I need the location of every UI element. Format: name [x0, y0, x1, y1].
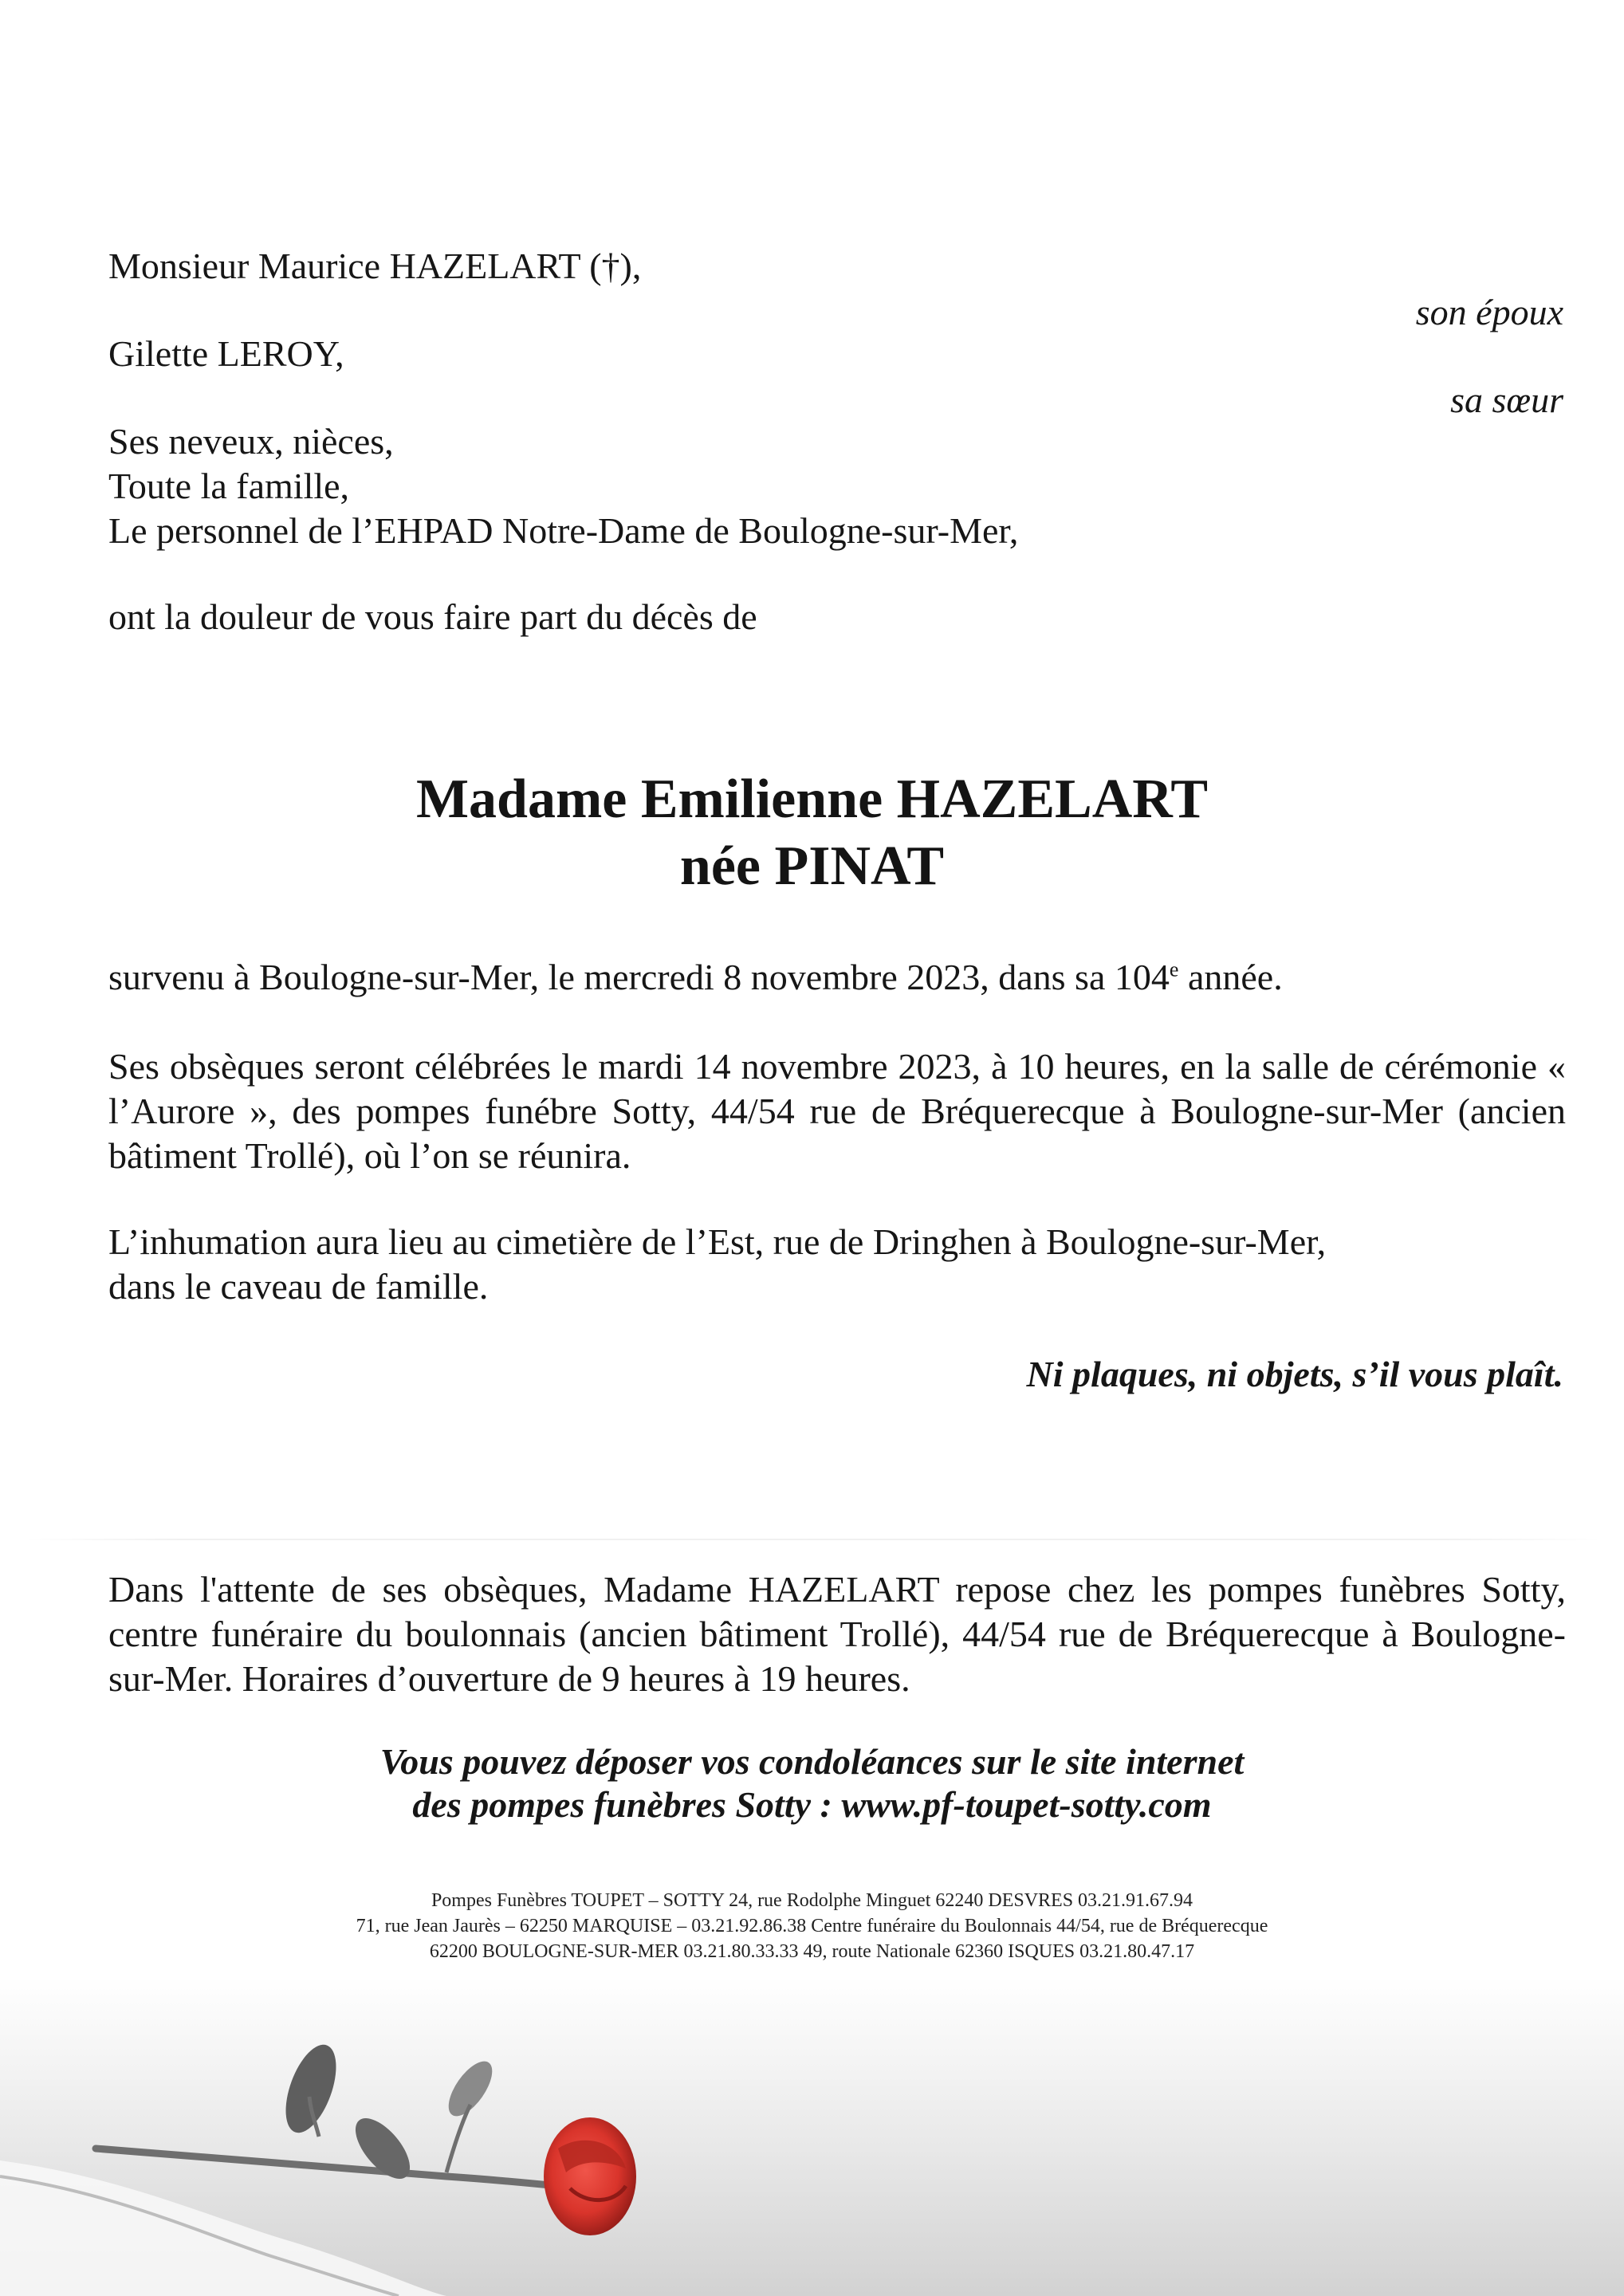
footer-line-3: 62200 BOULOGNE-SUR-MER 03.21.80.33.33 49, route Nationale 62360 ISQUES 03.21.80.47.17 [429, 1941, 1195, 1962]
condolences-line-2: des pompes funèbres Sotty : www.pf-toupet-sotty.com [412, 1784, 1212, 1825]
role-sister: sa sœur [1450, 379, 1563, 420]
death-info [108, 955, 1283, 1000]
family-line-family: Toute la famille, [108, 466, 350, 506]
family-line-sister: Gilette LEROY, [108, 333, 344, 374]
condolences-line-1: Vous pouvez déposer vos condoléances sur le site internet [379, 1741, 1245, 1782]
announcement-text: ont la douleur de vous faire part du décès de [108, 596, 757, 637]
footer-line-1: Pompes Funèbres TOUPET – SOTTY 24, rue Rodolphe Minguet 62240 DESVRES 03.21.91.67.94 [431, 1890, 1193, 1911]
death-ordinal: e [1169, 957, 1179, 981]
death-text-end: année. [1178, 957, 1283, 997]
deceased-maiden-name: née PINAT [679, 835, 945, 897]
family-line-nephews: Ses neveux, nièces, [108, 421, 394, 462]
rose-on-sand-image [0, 1977, 1624, 2296]
funeral-paragraph: Ses obsèques seront célébrées le mardi 14 novembre 2023, à 10 heures, en la salle de cérémonie « l’Aurore », des pompes funébre Sotty, 44/54 rue de Bréquerecque à Boulogne-sur-Mer (ancien bâtiment Trollé), où l’on se réunira. [108, 1046, 1566, 1176]
viewing-paragraph: Dans l'attente de ses obsèques, Madame HAZELART repose chez les pompes funèbres Sotty, centre funéraire du boulonnais (ancien bâtiment Trollé), 44/54 rue de Bréquerecque à Boulogne-sur-Mer. Horaires d’ouverture de 9 heures à 19 heures. [108, 1569, 1566, 1699]
deceased-name: Madame Emilienne HAZELART [415, 769, 1209, 830]
family-line-staff: Le personnel de l’EHPAD Notre-Dame de Boulogne-sur-Mer, [108, 510, 1019, 551]
family-line-husband: Monsieur Maurice HAZELART (†), [108, 246, 642, 286]
role-husband: son époux [1415, 292, 1563, 332]
burial-line-1: L’inhumation aura lieu au cimetière de l’Est, rue de Dringhen à Boulogne-sur-Mer, [108, 1221, 1327, 1262]
section-divider [24, 1539, 1602, 1540]
no-flowers-request: Ni plaques, ni objets, s’il vous plaît. [1026, 1354, 1563, 1394]
burial-line-2: dans le caveau de famille. [108, 1266, 489, 1307]
footer-line-2: 71, rue Jean Jaurès – 62250 MARQUISE – 03.21.92.86.38 Centre funéraire du Boulonnais 44/54, rue de Bréquerecque [356, 1916, 1268, 1936]
death-text: survenu à Boulogne-sur-Mer, le mercredi 8 novembre 2023, dans sa 104 [108, 957, 1170, 997]
rose-bloom [544, 2117, 636, 2235]
